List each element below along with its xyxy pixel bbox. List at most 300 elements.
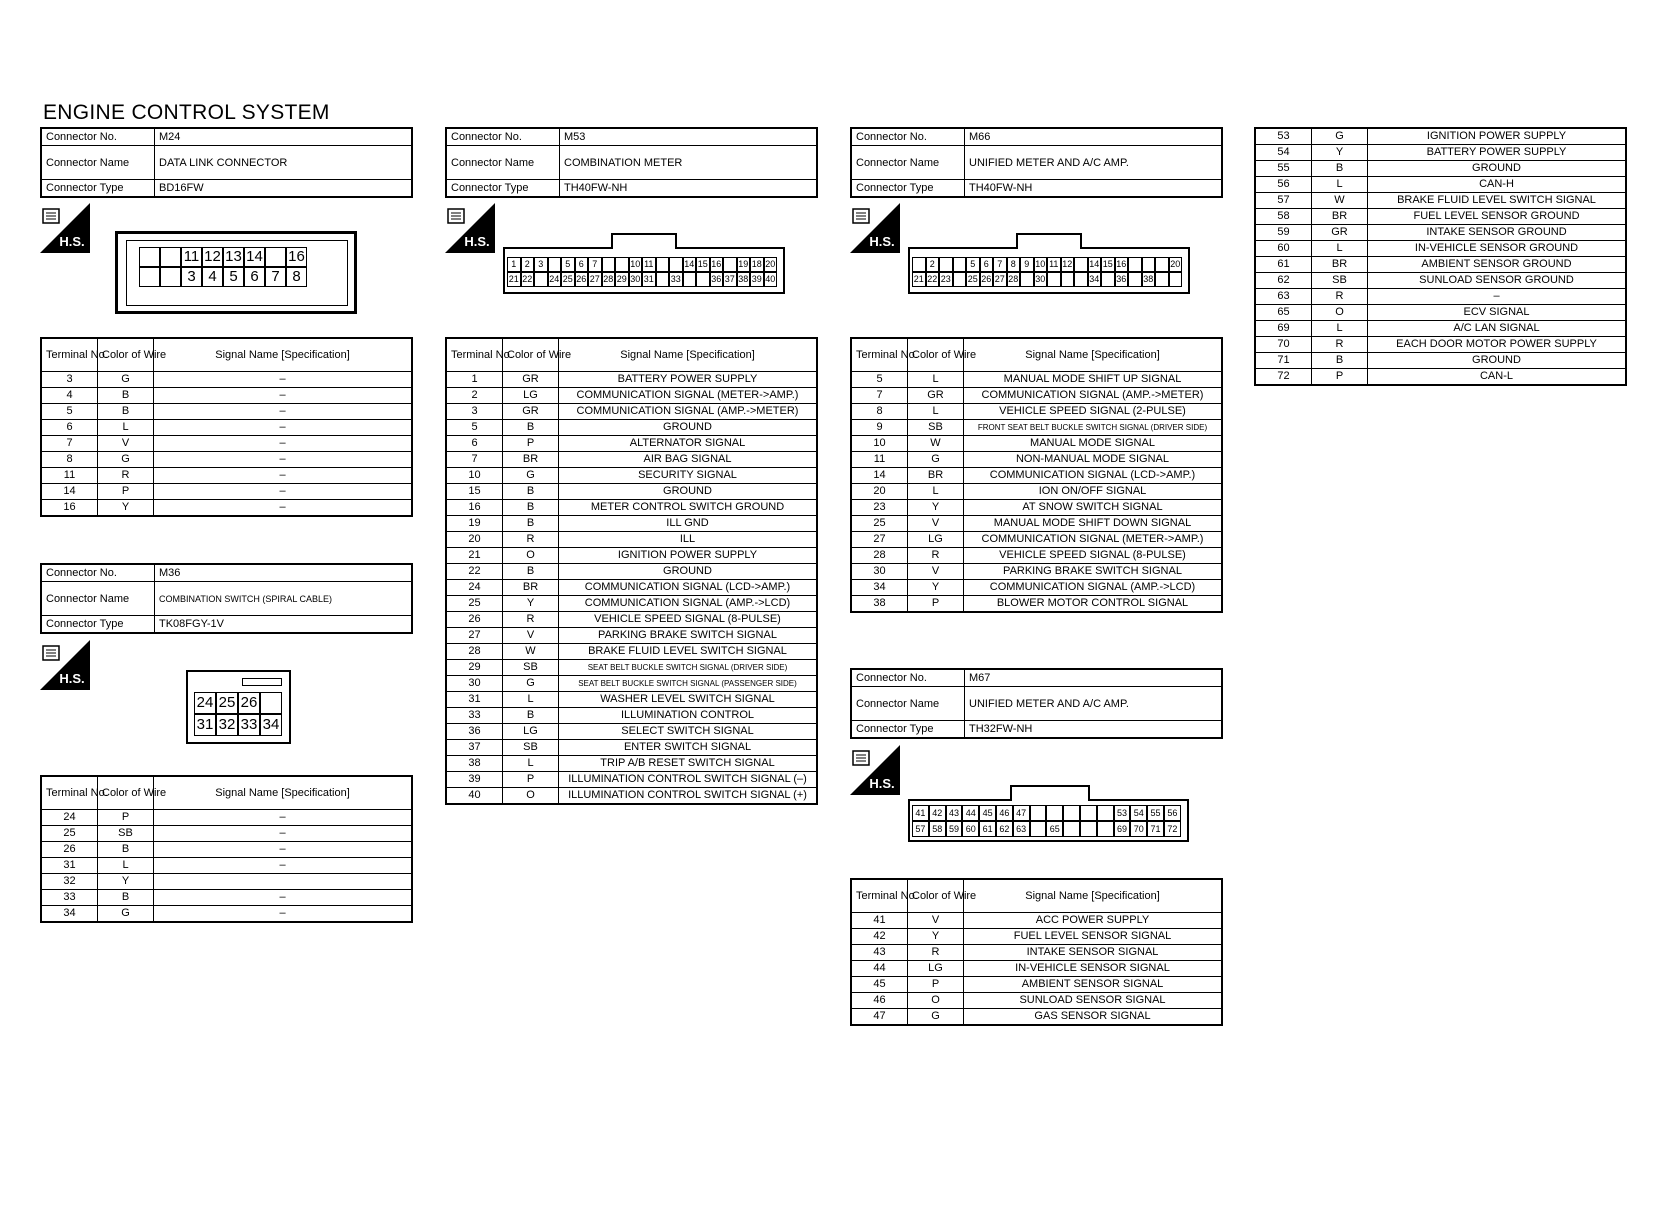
table-row: [1255, 289, 1626, 305]
table-row: [446, 612, 817, 628]
signal-name-cell: –: [154, 468, 413, 484]
connector-pin: [1080, 805, 1097, 821]
table-row: [446, 372, 817, 388]
signal-name-cell: –: [154, 372, 413, 388]
terminal-no-cell: 57: [1255, 193, 1312, 209]
terminal-table-m66: [850, 337, 1223, 613]
connector-pin: 12: [202, 247, 223, 267]
pin-row: [194, 714, 282, 736]
signal-name-cell: BATTERY POWER SUPPLY: [1368, 145, 1627, 161]
terminal-no-cell: 6: [41, 420, 98, 436]
wire-color-cell: LG: [503, 724, 559, 740]
connector-pin: 28: [1007, 272, 1021, 287]
connector-pin: 14: [244, 247, 265, 267]
svg-text:H.S.: H.S.: [869, 234, 895, 249]
header-signal-name: Signal Name [Specification]: [964, 879, 1223, 913]
connector-pin: 72: [1164, 821, 1181, 837]
connector-pin: [1074, 272, 1088, 287]
connector-pin: 11: [642, 257, 656, 272]
terminal-no-cell: 15: [446, 484, 503, 500]
terminal-no-cell: 16: [446, 500, 503, 516]
connector-pin: [1030, 805, 1047, 821]
label-connector-name: Connector Name: [446, 146, 560, 180]
wire-color-cell: SB: [98, 826, 154, 842]
wire-color-cell: Y: [908, 580, 964, 596]
terminal-no-cell: 62: [1255, 273, 1312, 289]
connector-pin: [683, 272, 697, 287]
table-row: [446, 484, 817, 500]
signal-name-cell: MANUAL MODE SHIFT UP SIGNAL: [964, 372, 1223, 388]
table-row: [446, 644, 817, 660]
connector-no-value: M36: [155, 564, 413, 582]
signal-name-cell: VEHICLE SPEED SIGNAL (8-PULSE): [964, 548, 1223, 564]
wire-color-cell: R: [503, 612, 559, 628]
table-row: [851, 961, 1222, 977]
connector-pin: 25: [561, 272, 575, 287]
wire-color-cell: V: [908, 913, 964, 929]
connector-pin: [696, 272, 710, 287]
wire-color-cell: G: [908, 452, 964, 468]
connector-pin: 6: [980, 257, 994, 272]
wire-color-cell: GR: [503, 372, 559, 388]
table-row: [851, 484, 1222, 500]
connector-pin: [669, 257, 683, 272]
connector-type-value: TH40FW-NH: [560, 180, 818, 198]
connector-pin: [953, 272, 967, 287]
connector-pin: 55: [1147, 805, 1164, 821]
wire-color-cell: O: [908, 993, 964, 1009]
connector-face-m66: [908, 247, 1190, 294]
table-row: [41, 810, 412, 826]
terminal-no-cell: 34: [851, 580, 908, 596]
table-row: [851, 452, 1222, 468]
label-connector-name: Connector Name: [41, 582, 155, 616]
connector-pin: [1061, 272, 1075, 287]
signal-name-cell: SEAT BELT BUCKLE SWITCH SIGNAL (DRIVER SIDE): [559, 660, 818, 676]
wire-color-cell: B: [503, 564, 559, 580]
connector-pin: [1020, 272, 1034, 287]
signal-name-cell: –: [154, 436, 413, 452]
table-row: [851, 436, 1222, 452]
table-row: [851, 913, 1222, 929]
label-connector-type: Connector Type: [446, 180, 560, 198]
connector-pin: 1: [507, 257, 521, 272]
wire-color-cell: SB: [1312, 273, 1368, 289]
connector-pin: [1063, 805, 1080, 821]
table-row: [851, 516, 1222, 532]
signal-name-cell: SEAT BELT BUCKLE SWITCH SIGNAL (PASSENGER SIDE): [559, 676, 818, 692]
wire-color-cell: B: [98, 890, 154, 906]
terminal-no-cell: 31: [446, 692, 503, 708]
signal-name-cell: TRIP A/B RESET SWITCH SIGNAL: [559, 756, 818, 772]
table-row: [1255, 257, 1626, 273]
connector-pin: 34: [1088, 272, 1102, 287]
terminal-no-cell: 25: [41, 826, 98, 842]
pin-row: [194, 692, 282, 714]
connector-pin: 21: [507, 272, 521, 287]
wire-color-cell: L: [98, 858, 154, 874]
signal-name-cell: –: [154, 826, 413, 842]
connector-pin: 57: [912, 821, 929, 837]
connector-pin: 56: [1164, 805, 1181, 821]
connector-pin: [265, 247, 286, 267]
hs-badge: [40, 640, 90, 690]
signal-name-cell: CAN-H: [1368, 177, 1627, 193]
terminal-no-cell: 19: [446, 516, 503, 532]
signal-name-cell: FUEL LEVEL SENSOR SIGNAL: [964, 929, 1223, 945]
terminal-no-cell: 56: [1255, 177, 1312, 193]
hs-badge: [40, 203, 90, 253]
wire-color-cell: BR: [1312, 257, 1368, 273]
signal-name-cell: INTAKE SENSOR GROUND: [1368, 225, 1627, 241]
terminal-no-cell: 9: [851, 420, 908, 436]
connector-pin: [1128, 257, 1142, 272]
connector-pin: 69: [1114, 821, 1131, 837]
pin-row: [912, 257, 1182, 272]
signal-name-cell: ILL GND: [559, 516, 818, 532]
connector-pin: 54: [1130, 805, 1147, 821]
wire-color-cell: B: [98, 842, 154, 858]
connector-pin: 20: [1169, 257, 1183, 272]
terminal-no-cell: 25: [851, 516, 908, 532]
header-terminal-no: Terminal No.: [446, 338, 503, 372]
connector-pin: 12: [1061, 257, 1075, 272]
signal-name-cell: IGNITION POWER SUPPLY: [559, 548, 818, 564]
wire-color-cell: L: [1312, 321, 1368, 337]
wire-color-cell: BR: [503, 580, 559, 596]
label-connector-type: Connector Type: [851, 721, 965, 739]
signal-name-cell: –: [154, 810, 413, 826]
connector-no-value: M66: [965, 128, 1223, 146]
table-row: [851, 372, 1222, 388]
table-row: [851, 945, 1222, 961]
terminal-no-cell: 32: [41, 874, 98, 890]
wire-color-cell: P: [1312, 369, 1368, 386]
connector-pin: 14: [1088, 257, 1102, 272]
terminal-no-cell: 37: [446, 740, 503, 756]
connector-type-value: BD16FW: [155, 180, 413, 198]
connector-name-value: UNIFIED METER AND A/C AMP.: [965, 146, 1223, 180]
connector-pin: [1169, 272, 1183, 287]
label-connector-no: Connector No.: [446, 128, 560, 146]
wire-color-cell: Y: [1312, 145, 1368, 161]
wire-color-cell: L: [908, 484, 964, 500]
header-color-of-wire: Color of Wire: [908, 338, 964, 372]
connector-m24: [40, 127, 413, 198]
table-row: [41, 484, 412, 500]
table-row: [41, 404, 412, 420]
connector-type-value: TH32FW-NH: [965, 721, 1223, 739]
connector-face-m36: [186, 670, 291, 744]
connector-pin: 37: [723, 272, 737, 287]
connector-pin: [939, 257, 953, 272]
table-row: [446, 404, 817, 420]
connector-pin: 40: [764, 272, 778, 287]
terminal-no-cell: 20: [446, 532, 503, 548]
label-connector-type: Connector Type: [41, 616, 155, 634]
terminal-table-m67: [850, 878, 1223, 1026]
label-connector-no: Connector No.: [851, 669, 965, 687]
connector-pin: 42: [929, 805, 946, 821]
connector-pin: [139, 247, 160, 267]
terminal-no-cell: 34: [41, 906, 98, 923]
label-connector-type: Connector Type: [41, 180, 155, 198]
signal-name-cell: ACC POWER SUPPLY: [964, 913, 1223, 929]
wire-color-cell: L: [503, 756, 559, 772]
connector-pin: [1046, 805, 1063, 821]
connector-pin: 34: [260, 714, 282, 736]
terminal-no-cell: 27: [446, 628, 503, 644]
connector-pin: 28: [602, 272, 616, 287]
table-row: [446, 388, 817, 404]
connector-pin: 3: [181, 267, 202, 287]
connector-pin: 62: [996, 821, 1013, 837]
header-signal-name: Signal Name [Specification]: [154, 338, 413, 372]
signal-name-cell: FRONT SEAT BELT BUCKLE SWITCH SIGNAL (DRIVER SIDE): [964, 420, 1223, 436]
terminal-no-cell: 7: [41, 436, 98, 452]
table-row: [851, 564, 1222, 580]
terminal-no-cell: 58: [1255, 209, 1312, 225]
terminal-no-cell: 2: [446, 388, 503, 404]
signal-name-cell: ALTERNATOR SIGNAL: [559, 436, 818, 452]
hs-badge: [850, 203, 900, 253]
terminal-no-cell: 26: [446, 612, 503, 628]
table-row: [1255, 369, 1626, 386]
table-row: [1255, 241, 1626, 257]
table-row: [446, 548, 817, 564]
wire-color-cell: SB: [503, 660, 559, 676]
connector-pin: 38: [1142, 272, 1156, 287]
connector-pin: 22: [521, 272, 535, 287]
terminal-no-cell: 4: [41, 388, 98, 404]
terminal-no-cell: 47: [851, 1009, 908, 1026]
pin-row: [139, 247, 307, 267]
connector-pin: 25: [216, 692, 238, 714]
wire-color-cell: B: [503, 420, 559, 436]
terminal-no-cell: 31: [41, 858, 98, 874]
connector-pin: 71: [1147, 821, 1164, 837]
table-row: [1255, 193, 1626, 209]
header-signal-name: Signal Name [Specification]: [154, 776, 413, 810]
signal-name-cell: A/C LAN SIGNAL: [1368, 321, 1627, 337]
connector-no-value: M67: [965, 669, 1223, 687]
terminal-no-cell: 71: [1255, 353, 1312, 369]
table-row: [446, 772, 817, 788]
table-row: [446, 564, 817, 580]
wire-color-cell: V: [908, 516, 964, 532]
wire-color-cell: Y: [908, 500, 964, 516]
header-terminal-no: Terminal No.: [851, 879, 908, 913]
signal-name-cell: IN-VEHICLE SENSOR GROUND: [1368, 241, 1627, 257]
terminal-no-cell: 8: [41, 452, 98, 468]
signal-name-cell: SELECT SWITCH SIGNAL: [559, 724, 818, 740]
signal-name-cell: VEHICLE SPEED SIGNAL (8-PULSE): [559, 612, 818, 628]
wire-color-cell: Y: [98, 874, 154, 890]
wire-color-cell: V: [503, 628, 559, 644]
table-row: [446, 628, 817, 644]
signal-name-cell: EACH DOOR MOTOR POWER SUPPLY: [1368, 337, 1627, 353]
table-row: [851, 388, 1222, 404]
table-row: [41, 842, 412, 858]
label-connector-type: Connector Type: [851, 180, 965, 198]
pin-row: [507, 272, 777, 287]
terminal-no-cell: 6: [446, 436, 503, 452]
terminal-no-cell: 5: [41, 404, 98, 420]
signal-name-cell: COMMUNICATION SIGNAL (METER->AMP.): [559, 388, 818, 404]
signal-name-cell: –: [154, 404, 413, 420]
wire-color-cell: LG: [908, 961, 964, 977]
signal-name-cell: NON-MANUAL MODE SIGNAL: [964, 452, 1223, 468]
terminal-no-cell: 16: [41, 500, 98, 517]
signal-name-cell: ILLUMINATION CONTROL SWITCH SIGNAL (+): [559, 788, 818, 805]
terminal-no-cell: 36: [446, 724, 503, 740]
signal-name-cell: GROUND: [1368, 161, 1627, 177]
header-color-of-wire: Color of Wire: [98, 338, 154, 372]
connector-pin: 24: [194, 692, 216, 714]
signal-name-cell: FUEL LEVEL SENSOR GROUND: [1368, 209, 1627, 225]
signal-name-cell: –: [154, 890, 413, 906]
connector-pin: 18: [750, 257, 764, 272]
terminal-table-m53: [445, 337, 818, 805]
connector-pin: 5: [966, 257, 980, 272]
connector-pin: 65: [1046, 821, 1063, 837]
terminal-table-m36: [40, 775, 413, 923]
wire-color-cell: Y: [908, 929, 964, 945]
wire-color-cell: R: [908, 945, 964, 961]
signal-name-cell: SUNLOAD SENSOR GROUND: [1368, 273, 1627, 289]
connector-pin: 23: [939, 272, 953, 287]
terminal-no-cell: 53: [1255, 128, 1312, 145]
terminal-table-m24: [40, 337, 413, 517]
connector-face-m24: [115, 231, 357, 314]
terminal-no-cell: 27: [851, 532, 908, 548]
wire-color-cell: GR: [503, 404, 559, 420]
harness-side-icon: [850, 203, 900, 253]
connector-pin: 7: [265, 267, 286, 287]
signal-name-cell: PARKING BRAKE SWITCH SIGNAL: [559, 628, 818, 644]
table-row: [446, 740, 817, 756]
pin-row: [912, 805, 1181, 821]
signal-name-cell: –: [154, 452, 413, 468]
table-row: [1255, 273, 1626, 289]
wire-color-cell: GR: [1312, 225, 1368, 241]
connector-pin: 41: [912, 805, 929, 821]
connector-pin: 10: [629, 257, 643, 272]
label-connector-no: Connector No.: [851, 128, 965, 146]
connector-m67: [850, 668, 1223, 739]
connector-pin: 6: [575, 257, 589, 272]
wire-color-cell: W: [503, 644, 559, 660]
terminal-no-cell: 24: [446, 580, 503, 596]
terminal-table-m67-continued: [1254, 127, 1627, 386]
label-connector-name: Connector Name: [851, 687, 965, 721]
signal-name-cell: GROUND: [1368, 353, 1627, 369]
wire-color-cell: G: [503, 676, 559, 692]
wire-color-cell: R: [908, 548, 964, 564]
connector-pin: 31: [194, 714, 216, 736]
terminal-no-cell: 28: [446, 644, 503, 660]
signal-name-cell: [154, 874, 413, 890]
wire-color-cell: GR: [908, 388, 964, 404]
table-row: [1255, 353, 1626, 369]
connector-pin: 33: [669, 272, 683, 287]
connector-pin: 29: [615, 272, 629, 287]
connector-pin: 6: [244, 267, 265, 287]
signal-name-cell: –: [1368, 289, 1627, 305]
connector-pin: [1097, 821, 1114, 837]
table-row: [851, 977, 1222, 993]
signal-name-cell: ECV SIGNAL: [1368, 305, 1627, 321]
terminal-no-cell: 41: [851, 913, 908, 929]
wire-color-cell: R: [1312, 289, 1368, 305]
connector-pin: 63: [1013, 821, 1030, 837]
signal-name-cell: ILL: [559, 532, 818, 548]
connector-pin: 14: [683, 257, 697, 272]
table-row: [446, 452, 817, 468]
terminal-no-cell: 23: [851, 500, 908, 516]
terminal-no-cell: 22: [446, 564, 503, 580]
signal-name-cell: AMBIENT SENSOR SIGNAL: [964, 977, 1223, 993]
table-row: [446, 708, 817, 724]
connector-pin: 5: [223, 267, 244, 287]
signal-name-cell: ION ON/OFF SIGNAL: [964, 484, 1223, 500]
connector-pin: [1074, 257, 1088, 272]
wire-color-cell: L: [503, 692, 559, 708]
wire-color-cell: B: [503, 484, 559, 500]
connector-pin: [1097, 805, 1114, 821]
signal-name-cell: –: [154, 388, 413, 404]
table-row: [851, 500, 1222, 516]
connector-pin: 47: [1013, 805, 1030, 821]
signal-name-cell: SECURITY SIGNAL: [559, 468, 818, 484]
wire-color-cell: R: [503, 532, 559, 548]
signal-name-cell: COMMUNICATION SIGNAL (LCD->AMP.): [559, 580, 818, 596]
terminal-no-cell: 70: [1255, 337, 1312, 353]
connector-m36: [40, 563, 413, 634]
signal-name-cell: INTAKE SENSOR SIGNAL: [964, 945, 1223, 961]
wire-color-cell: P: [98, 810, 154, 826]
table-row: [851, 929, 1222, 945]
connector-type-value: TK08FGY-1V: [155, 616, 413, 634]
connector-pin: 24: [548, 272, 562, 287]
connector-pin: 30: [629, 272, 643, 287]
terminal-no-cell: 33: [446, 708, 503, 724]
table-row: [446, 788, 817, 805]
terminal-no-cell: 29: [446, 660, 503, 676]
terminal-no-cell: 65: [1255, 305, 1312, 321]
table-row: [1255, 321, 1626, 337]
signal-name-cell: CAN-L: [1368, 369, 1627, 386]
connector-pin: 2: [521, 257, 535, 272]
table-row: [446, 468, 817, 484]
connector-pin: 70: [1130, 821, 1147, 837]
connector-pin: [723, 257, 737, 272]
connector-pin: 27: [993, 272, 1007, 287]
terminal-no-cell: 14: [851, 468, 908, 484]
svg-text:H.S.: H.S.: [59, 234, 85, 249]
wire-color-cell: Y: [503, 596, 559, 612]
connector-pin: 58: [929, 821, 946, 837]
signal-name-cell: BRAKE FLUID LEVEL SWITCH SIGNAL: [559, 644, 818, 660]
terminal-no-cell: 42: [851, 929, 908, 945]
pin-row: [912, 272, 1182, 287]
terminal-no-cell: 10: [851, 436, 908, 452]
connector-pin: [615, 257, 629, 272]
wire-color-cell: B: [503, 708, 559, 724]
label-connector-no: Connector No.: [41, 128, 155, 146]
signal-name-cell: BLOWER MOTOR CONTROL SIGNAL: [964, 596, 1223, 613]
header-color-of-wire: Color of Wire: [908, 879, 964, 913]
